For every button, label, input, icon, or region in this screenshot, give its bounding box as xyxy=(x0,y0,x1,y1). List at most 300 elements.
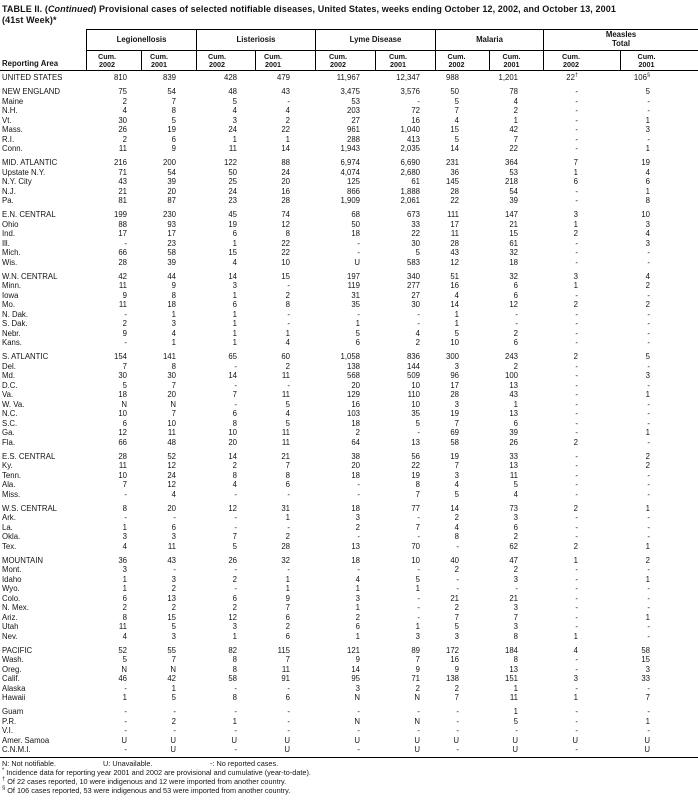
value-cell: 6 xyxy=(232,409,237,418)
footnote-measles-2001 xyxy=(2,786,696,795)
value-cell: - xyxy=(417,593,420,603)
value-cell: 28 xyxy=(281,196,290,205)
value-cell: 230 xyxy=(162,210,176,219)
value-cell: 62 xyxy=(509,541,518,551)
value-cell: 2 xyxy=(285,361,290,371)
value-cell: 4 xyxy=(645,271,650,281)
reporting-area-label: Alaska xyxy=(2,683,26,693)
value-cell: - xyxy=(575,390,578,399)
table-row xyxy=(0,613,698,623)
value-cell: - xyxy=(417,532,420,541)
value-cell: 1 xyxy=(645,428,650,437)
value-cell: 8 xyxy=(645,196,650,205)
value-cell: 12 xyxy=(167,461,176,470)
value-cell: - xyxy=(287,319,290,328)
value-cell: 58 xyxy=(450,437,459,447)
table-row xyxy=(0,532,698,542)
value-cell: 1 xyxy=(232,238,237,248)
table-row xyxy=(0,693,698,703)
value-cell: N xyxy=(414,693,420,702)
value-cell: - xyxy=(575,125,578,134)
value-cell: U xyxy=(170,745,176,754)
value-cell: 3,576 xyxy=(400,87,420,96)
value-cell: 2 xyxy=(285,532,290,541)
value-cell: 10 xyxy=(281,257,290,267)
value-cell: 9 xyxy=(122,328,127,338)
value-cell: N xyxy=(121,399,127,409)
value-cell: - xyxy=(575,470,578,480)
value-cell: 11 xyxy=(118,281,127,290)
value-cell: 4 xyxy=(645,167,650,177)
value-cell: 58 xyxy=(167,248,176,257)
value-cell: U xyxy=(414,735,420,745)
value-cell: 71 xyxy=(118,167,127,177)
value-cell: 28 xyxy=(450,390,459,399)
value-cell: 8 xyxy=(285,229,290,238)
value-cell: - xyxy=(647,437,650,447)
cum-year-header: Cum. 2001 xyxy=(255,51,315,70)
reporting-area-label: PACIFIC xyxy=(2,645,33,655)
table-row xyxy=(0,603,698,613)
region-total-row xyxy=(0,87,698,97)
value-cell: 22 xyxy=(281,238,290,248)
value-cell: - xyxy=(575,106,578,115)
value-cell: 3 xyxy=(122,532,127,541)
value-cell: 7 xyxy=(122,480,127,489)
table-row xyxy=(0,97,698,107)
value-cell: - xyxy=(287,683,290,693)
value-cell: 1 xyxy=(232,631,237,641)
value-cell: 1 xyxy=(573,281,578,290)
table-row xyxy=(0,371,698,381)
value-cell: 7 xyxy=(454,612,459,622)
value-cell: N xyxy=(170,664,176,674)
value-cell: 66 xyxy=(118,248,127,257)
value-cell: - xyxy=(124,716,127,726)
table-row xyxy=(0,674,698,684)
value-cell: 2 xyxy=(454,565,459,574)
value-cell: 68 xyxy=(351,210,360,219)
table-row xyxy=(0,471,698,481)
value-cell: 364 xyxy=(504,158,518,167)
value-cell: 4 xyxy=(454,480,459,489)
value-cell: - xyxy=(456,541,459,551)
value-cell: - xyxy=(417,726,420,735)
value-cell: 6 xyxy=(122,593,127,603)
value-cell: 31 xyxy=(351,290,360,300)
value-cell: 44 xyxy=(167,271,176,281)
value-cell: 6 xyxy=(232,300,237,309)
column-group-header: Measles Total xyxy=(543,29,698,51)
value-cell: 5 xyxy=(232,541,237,551)
value-cell: - xyxy=(124,726,127,735)
value-cell: 7 xyxy=(415,522,420,532)
value-cell: - xyxy=(647,522,650,532)
value-cell: 1,058 xyxy=(340,352,360,361)
value-cell: 2 xyxy=(122,603,127,612)
value-cell: 66 xyxy=(118,437,127,447)
value-cell: 22† xyxy=(566,72,578,82)
cum-year-header: Cum. 2001 xyxy=(375,51,435,70)
value-cell: 4 xyxy=(645,229,650,238)
value-cell: 11,967 xyxy=(336,73,360,82)
value-cell: 428 xyxy=(223,73,237,82)
region-total-row xyxy=(0,452,698,462)
value-cell: 26 xyxy=(118,125,127,134)
value-cell: 1,888 xyxy=(400,186,420,196)
value-cell: 7 xyxy=(454,461,459,470)
value-cell: 1 xyxy=(285,574,290,584)
value-cell: 1 xyxy=(415,622,420,631)
value-cell: 51 xyxy=(450,271,459,281)
table-row xyxy=(0,428,698,438)
value-cell: 5 xyxy=(645,352,650,361)
value-cell: 7 xyxy=(454,693,459,702)
column-group-header: Listeriosis xyxy=(196,29,315,51)
value-cell: 1 xyxy=(122,522,127,532)
value-cell: 5 xyxy=(232,96,237,106)
value-cell: 5 xyxy=(285,418,290,428)
legend-unavailable: U: Unavailable. xyxy=(103,758,153,768)
value-cell: 1,909 xyxy=(340,196,360,205)
value-cell: 24 xyxy=(228,125,237,134)
value-cell: - xyxy=(287,281,290,290)
value-cell: - xyxy=(647,248,650,257)
value-cell: - xyxy=(647,584,650,593)
reporting-area-label: Fla. xyxy=(2,437,15,447)
value-cell: 2 xyxy=(355,522,360,532)
value-cell: 1 xyxy=(122,693,127,702)
table-title xyxy=(0,3,698,29)
value-cell: 2 xyxy=(171,603,176,612)
reporting-area-label: N.C. xyxy=(2,409,18,418)
value-cell: 12 xyxy=(509,300,518,309)
value-cell: 21 xyxy=(281,451,290,461)
value-cell: 14 xyxy=(351,664,360,674)
value-cell: - xyxy=(647,361,650,371)
value-cell: 2,035 xyxy=(400,144,420,153)
value-cell: 15 xyxy=(509,229,518,238)
value-cell: 21 xyxy=(509,593,518,603)
value-cell: 10 xyxy=(411,399,420,409)
value-cell: 3 xyxy=(513,622,518,631)
value-cell: U xyxy=(284,735,290,745)
value-cell: 2 xyxy=(171,716,176,726)
value-cell: - xyxy=(647,319,650,328)
value-cell: - xyxy=(173,513,176,522)
value-cell: 1 xyxy=(232,328,237,338)
reporting-area-label: N.J. xyxy=(2,186,16,196)
value-cell: 14 xyxy=(228,271,237,281)
value-cell: 1 xyxy=(513,683,518,693)
value-cell: 30 xyxy=(411,300,420,309)
value-cell: 8 xyxy=(232,655,237,664)
value-cell: - xyxy=(575,574,578,584)
value-cell: 61 xyxy=(509,238,518,248)
value-cell: 48 xyxy=(167,437,176,447)
value-cell: 10 xyxy=(411,380,420,390)
value-cell: - xyxy=(575,655,578,664)
value-cell: 810 xyxy=(113,73,127,82)
value-cell: 13 xyxy=(167,593,176,603)
value-cell: 20 xyxy=(167,390,176,399)
value-cell: 6 xyxy=(513,281,518,290)
reporting-area-label: Guam xyxy=(2,707,24,716)
reporting-area-label: Ill. xyxy=(2,238,10,248)
reporting-area-label: Nev. xyxy=(2,631,18,641)
reporting-area-label: E.N. CENTRAL xyxy=(2,210,56,219)
value-cell: 2 xyxy=(573,352,578,361)
value-cell: 1 xyxy=(645,716,650,726)
value-cell: 3 xyxy=(513,603,518,612)
value-cell: 4 xyxy=(232,480,237,489)
value-cell: 2 xyxy=(232,603,237,612)
value-cell: U xyxy=(231,735,237,745)
value-cell: 2 xyxy=(454,683,459,693)
value-cell: 218 xyxy=(504,177,518,186)
value-cell: 8 xyxy=(171,106,176,115)
value-cell: 28 xyxy=(450,186,459,196)
value-cell: - xyxy=(124,489,127,499)
value-cell: 17 xyxy=(167,229,176,238)
value-cell: U xyxy=(170,735,176,745)
value-cell: - xyxy=(234,707,237,716)
value-cell: 7 xyxy=(454,106,459,115)
table-row xyxy=(0,480,698,490)
reporting-area-label: C.N.M.I. xyxy=(2,745,31,754)
table-row xyxy=(0,632,698,642)
table-row xyxy=(0,400,698,410)
value-cell: 14 xyxy=(228,371,237,380)
value-cell: - xyxy=(357,309,360,319)
reporting-area-label: Ky. xyxy=(2,461,13,470)
value-cell: 216 xyxy=(113,158,127,167)
value-cell: 115 xyxy=(277,645,290,655)
value-cell: 15 xyxy=(641,655,650,664)
value-cell: 103 xyxy=(346,409,360,418)
region-total-row xyxy=(0,352,698,362)
value-cell: 3 xyxy=(355,513,360,522)
value-cell: 8 xyxy=(171,290,176,300)
table-row xyxy=(0,220,698,230)
value-cell: 3 xyxy=(122,565,127,574)
reporting-area-label: Ala. xyxy=(2,480,16,489)
value-cell: 147 xyxy=(504,210,518,219)
value-cell: 10 xyxy=(118,470,127,480)
value-cell: 22 xyxy=(411,461,420,470)
value-cell: - xyxy=(234,726,237,735)
value-cell: 13 xyxy=(509,461,518,470)
value-cell: 231 xyxy=(445,158,459,167)
value-cell: 58 xyxy=(641,645,650,655)
value-cell: 53 xyxy=(351,96,360,106)
value-cell: 30 xyxy=(118,371,127,380)
value-cell: 2 xyxy=(645,451,650,461)
value-cell: 7 xyxy=(513,612,518,622)
value-cell: - xyxy=(287,380,290,390)
reporting-area-label: Iowa xyxy=(2,290,19,300)
reporting-area-label: Ga. xyxy=(2,428,15,437)
value-cell: 3 xyxy=(171,532,176,541)
value-cell: 82 xyxy=(228,645,237,655)
table-row xyxy=(0,565,698,575)
value-cell: - xyxy=(647,631,650,641)
value-cell: 6,974 xyxy=(340,158,360,167)
value-cell: 145 xyxy=(445,177,459,186)
value-cell: - xyxy=(647,593,650,603)
value-cell: 5 xyxy=(415,574,420,584)
value-cell: 70 xyxy=(411,541,420,551)
value-cell: 6 xyxy=(232,593,237,603)
value-cell: - xyxy=(647,532,650,541)
value-cell: - xyxy=(456,584,459,593)
value-cell: 4 xyxy=(285,338,290,347)
value-cell: 88 xyxy=(118,219,127,229)
value-cell: 28 xyxy=(450,238,459,248)
value-cell: - xyxy=(575,380,578,390)
table-row xyxy=(0,106,698,116)
value-cell: - xyxy=(575,361,578,371)
value-cell: 1 xyxy=(573,167,578,177)
value-cell: 3 xyxy=(355,683,360,693)
value-cell: - xyxy=(575,612,578,622)
value-cell: 9 xyxy=(454,664,459,674)
value-cell: U xyxy=(512,735,518,745)
value-cell: 4 xyxy=(285,106,290,115)
value-cell: 12 xyxy=(450,257,459,267)
value-cell: 961 xyxy=(346,125,360,134)
value-cell: 3 xyxy=(573,210,578,219)
value-cell: 6 xyxy=(355,622,360,631)
value-cell: 1 xyxy=(573,631,578,641)
value-cell: - xyxy=(575,461,578,470)
value-cell: 89 xyxy=(411,645,420,655)
value-cell: 3 xyxy=(645,664,650,674)
reporting-area-label: Calif. xyxy=(2,674,20,683)
value-cell: 1 xyxy=(355,603,360,612)
table-row xyxy=(0,319,698,329)
region-total-row xyxy=(0,73,698,83)
value-cell: 18 xyxy=(167,300,176,309)
value-cell: - xyxy=(124,309,127,319)
value-cell: - xyxy=(575,664,578,674)
value-cell: 3 xyxy=(513,574,518,584)
value-cell: - xyxy=(234,399,237,409)
value-cell: 24 xyxy=(167,470,176,480)
value-cell: - xyxy=(357,745,360,754)
table-row xyxy=(0,745,698,755)
value-cell: - xyxy=(357,489,360,499)
value-cell: 8 xyxy=(415,480,420,489)
footnote-marker: § xyxy=(2,785,6,792)
value-cell: 6 xyxy=(285,693,290,702)
value-cell: 11 xyxy=(167,541,176,551)
value-cell: - xyxy=(234,683,237,693)
value-cell: - xyxy=(575,290,578,300)
value-cell: 1 xyxy=(285,513,290,522)
value-cell: 1 xyxy=(513,707,518,716)
value-cell: 24 xyxy=(281,167,290,177)
value-cell: 2 xyxy=(454,603,459,612)
value-cell: 6,690 xyxy=(400,158,420,167)
value-cell: 3 xyxy=(232,622,237,631)
reporting-area-label: Okla. xyxy=(2,532,21,541)
value-cell: 8 xyxy=(122,612,127,622)
value-cell: 18 xyxy=(509,257,518,267)
value-cell: - xyxy=(575,683,578,693)
value-cell: - xyxy=(173,565,176,574)
value-cell: - xyxy=(575,522,578,532)
value-cell: - xyxy=(234,584,237,593)
value-cell: - xyxy=(287,726,290,735)
table-header xyxy=(0,29,698,71)
value-cell: 7 xyxy=(171,409,176,418)
value-cell: U xyxy=(121,735,127,745)
value-cell: 91 xyxy=(281,674,290,683)
value-cell: - xyxy=(647,290,650,300)
value-cell: 39 xyxy=(167,257,176,267)
value-cell: 25 xyxy=(228,177,237,186)
value-cell: 2 xyxy=(513,361,518,371)
value-cell: 43 xyxy=(281,87,290,96)
value-cell: 509 xyxy=(406,371,420,380)
table-row xyxy=(0,665,698,675)
value-cell: 9 xyxy=(171,144,176,153)
value-cell: 4 xyxy=(513,96,518,106)
reporting-area-label: W. Va. xyxy=(2,399,25,409)
value-cell: - xyxy=(417,612,420,622)
value-cell: 6 xyxy=(285,480,290,489)
value-cell: 73 xyxy=(509,503,518,513)
value-cell: 7 xyxy=(232,390,237,399)
value-cell: 9 xyxy=(171,281,176,290)
value-cell: - xyxy=(647,134,650,144)
value-cell: - xyxy=(124,683,127,693)
value-cell: 5 xyxy=(513,716,518,726)
value-cell: 7 xyxy=(645,693,650,702)
value-cell: 13 xyxy=(509,380,518,390)
reporting-area-label: Ind. xyxy=(2,229,16,238)
reporting-area-label: Oreg. xyxy=(2,664,22,674)
value-cell: - xyxy=(647,328,650,338)
value-cell: 583 xyxy=(406,257,420,267)
value-cell: 28 xyxy=(118,451,127,461)
value-cell: - xyxy=(124,707,127,716)
value-cell: 184 xyxy=(504,645,518,655)
value-cell: 50 xyxy=(228,167,237,177)
table-row xyxy=(0,239,698,249)
value-cell: 8 xyxy=(232,693,237,702)
value-cell: 12 xyxy=(167,480,176,489)
table-row xyxy=(0,490,698,500)
value-cell: 30 xyxy=(118,115,127,125)
value-cell: 988 xyxy=(445,73,459,82)
value-cell: - xyxy=(357,707,360,716)
value-cell: 1 xyxy=(285,328,290,338)
value-cell: - xyxy=(234,745,237,754)
value-cell: 11 xyxy=(281,437,290,447)
value-cell: 3 xyxy=(645,371,650,380)
value-cell: 33 xyxy=(641,674,650,683)
value-cell: 5 xyxy=(454,134,459,144)
value-cell: 151 xyxy=(504,674,518,683)
value-cell: 19 xyxy=(228,219,237,229)
value-cell: 6 xyxy=(285,631,290,641)
reporting-area-label: Mo. xyxy=(2,300,15,309)
value-cell: 77 xyxy=(411,503,420,513)
value-cell: 8 xyxy=(285,470,290,480)
value-cell: - xyxy=(575,584,578,593)
